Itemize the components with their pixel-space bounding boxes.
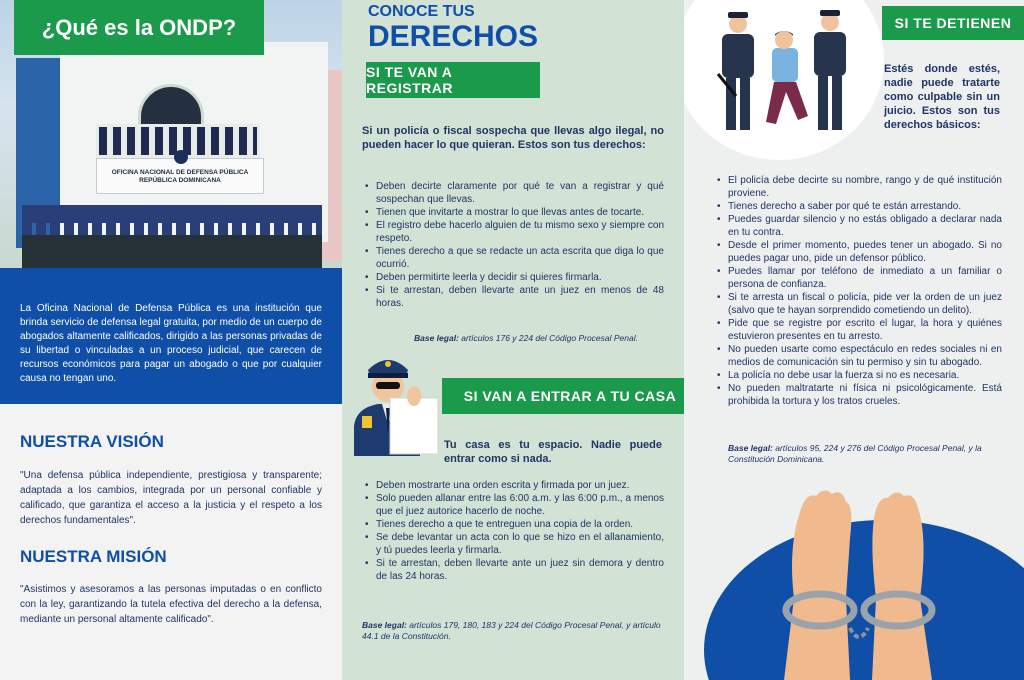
list-item: • Puedes guardar silencio y no estás obligado a declarar nada en tu contra. xyxy=(716,213,1002,239)
legal-label: Base legal: xyxy=(362,620,407,630)
list-item: • Tienen que invitarte a mostrar lo que llevas antes de tocarte. xyxy=(364,206,664,219)
legal-label: Base legal: xyxy=(414,333,459,343)
section-title-detained: SI TE DETIENEN xyxy=(882,6,1024,40)
list-item: • Se debe levantar un acta con lo que se hizo en el allanamiento, y tú puedes leerla y firmarla. xyxy=(364,531,664,557)
awning xyxy=(22,205,322,223)
panel-know-your-rights xyxy=(342,0,684,680)
list-item: • El registro debe hacerlo alguien de tu mismo sexo y siempre con respeto. xyxy=(364,219,664,245)
handcuffs-icon xyxy=(754,478,964,680)
list-item: • No pueden usarte como espectáculo en redes sociales ni en medios de comunicación sin tu permiso y sin tu abogado. xyxy=(716,343,1002,369)
legal-text: artículos 179, 180, 183 y 224 del Código Procesal Penal, y artículo 44.1 de la Constitución. xyxy=(362,620,661,641)
police-officer-illustration xyxy=(348,346,440,456)
list-item: • No pueden maltratarte ni física ni psicológicamente. Está prohibida la tortura y los tratos crueles. xyxy=(716,382,1002,408)
vision-heading: NUESTRA VISIÓN xyxy=(20,432,164,451)
search-intro: Si un policía o fiscal sospecha que llevas algo ilegal, no pueden hacer lo que quieran. Estos son tus derechos: xyxy=(362,125,664,151)
home-rights-list xyxy=(364,479,664,583)
detained-legal-basis xyxy=(728,443,1008,465)
legal-text: artículos 95, 224 y 276 del Código Procesal Penal, y la Constitución Dominicana. xyxy=(728,443,982,464)
panel-if-detained xyxy=(684,0,1024,680)
detained-intro: Estés donde estés, nadie puede tratarte como culpable sin un juicio. Estos son tus derechos básicos: xyxy=(884,63,1000,131)
about-description: La Oficina Nacional de Defensa Pública es una institución que brinda servicio de defensa legal gratuita, por medio de un cuerpo de abogados altamente calificados, dirigido a las personas privadas de su libertad o vinculadas a un proceso judicial, que carecen de recursos económicos para pagar un abogado o que por cualquier causa no tengan uno. xyxy=(0,268,342,404)
list-item: • Pide que se registre por escrito el lugar, la hora y quiénes estuvieron presentes en tu arresto. xyxy=(716,317,1002,343)
legal-label: Base legal: xyxy=(728,443,773,453)
list-item: • Tienes derecho a que se redacte un acta escrita que diga lo que ocurrió. xyxy=(364,245,664,271)
list-item: • Puedes llamar por teléfono de inmediato a un familiar o persona de confianza. xyxy=(716,265,1002,291)
ondp-logo-icon xyxy=(174,150,188,164)
list-item: • Deben mostrarte una orden escrita y firmada por un juez. xyxy=(364,479,664,492)
search-rights-list xyxy=(364,180,664,310)
list-item: • Si te arrestan, deben llevarte ante un juez en menos de 48 horas. xyxy=(364,284,664,310)
list-item: • Deben decirte claramente por qué te van a registrar y qué sospechan que llevas. xyxy=(364,180,664,206)
section-title-search: SI TE VAN A REGISTRAR xyxy=(366,62,540,98)
home-legal-basis xyxy=(362,620,662,642)
list-item: • Desde el primer momento, puedes tener un abogado. Si no puedes pagar uno, pide un defensor público. xyxy=(716,239,1002,265)
list-item: • Solo pueden allanar entre las 6:00 a.m. y las 6:00 p.m., a menos que el juez autorice hacerlo de noche. xyxy=(364,492,664,518)
building-base xyxy=(22,235,322,268)
search-legal-basis xyxy=(414,333,674,344)
sign-line-1: OFICINA NACIONAL DE DEFENSA PÚBLICA xyxy=(111,169,249,176)
list-item: • La policía no debe usar la fuerza si no es necesaria. xyxy=(716,369,1002,382)
list-item: • Si te arrestan, deben llevarte ante un juez sin demora y dentro de las 24 horas. xyxy=(364,557,664,583)
list-item: • Si te arresta un fiscal o policía, pide ver la orden de un juez (salvo que te hayan sorprendido cometiendo un delito). xyxy=(716,291,1002,317)
sign-line-2: REPÚBLICA DOMINICANA xyxy=(139,177,221,184)
mission-heading: NUESTRA MISIÓN xyxy=(20,547,167,566)
section-title-home: SI VAN A ENTRAR A TU CASA xyxy=(442,378,684,414)
detained-rights-list xyxy=(716,174,1002,408)
list-item: • Tienes derecho a que te entreguen una copia de la orden. xyxy=(364,518,664,531)
list-item: • El policía debe decirte su nombre, rango y de qué institución proviene. xyxy=(716,174,1002,200)
legal-text: artículos 176 y 224 del Código Procesal Penal. xyxy=(458,333,638,343)
page-title: ¿Qué es la ONDP? xyxy=(14,0,264,55)
awning-fringe xyxy=(22,223,322,235)
list-item: • Tienes derecho a saber por qué te están arrestando. xyxy=(716,200,1002,213)
list-item: • Deben permitirte leerla y decidir si quieres firmarla. xyxy=(364,271,664,284)
vision-text: "Una defensa pública independiente, prestigiosa y transparente; adaptada a los cambios, integrada por un personal confiable y calificado, que garantiza el acceso a la justicia y el respeto a los derechos fundamentales". xyxy=(20,470,322,526)
header-big: DERECHOS xyxy=(368,20,539,53)
mission-text: "Asistimos y asesoramos a las personas imputadas o en conflicto con la ley, garantizando la tutela efectiva del derecho a la defensa, mediante un personal altamente calificado". xyxy=(20,584,322,625)
panel-about-ondp xyxy=(0,0,342,680)
arrest-scene-illustration xyxy=(712,4,872,138)
header-small: CONOCE TUS xyxy=(368,3,475,20)
home-intro: Tu casa es tu espacio. Nadie puede entrar como si nada. xyxy=(444,439,662,465)
